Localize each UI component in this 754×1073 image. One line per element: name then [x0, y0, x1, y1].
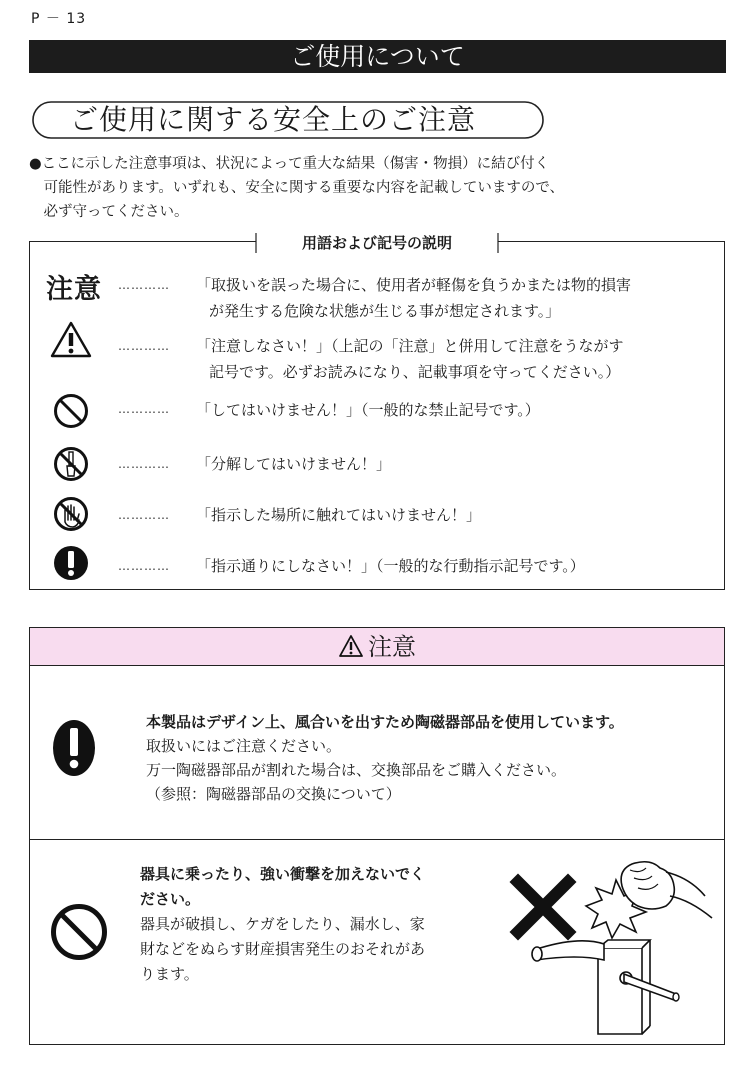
caution-item-lead: 本製品はデザイン上、風合いを出すため陶磁器部品を使用しています。: [146, 713, 624, 731]
term-description: [196, 451, 391, 477]
intro-line: 可能性があります。いずれも、安全に関する重要な内容を記載していますので、: [29, 180, 565, 196]
intro-line: 必ず守ってください。: [29, 204, 189, 220]
cross-mark-icon: [518, 882, 568, 932]
page-banner-title: ご使用について: [29, 40, 726, 73]
caution-item-line: ります。: [140, 965, 199, 983]
term-line: 「指示通りにしなさい！」（一般的な行動指示記号です。）: [196, 557, 585, 575]
intro-text: [29, 152, 719, 224]
caution-item-line: 万一陶磁器部品が割れた場合は、交換部品をご購入ください。: [146, 761, 567, 779]
term-description: [196, 502, 481, 528]
term-line: 「取扱いを誤った場合に、使用者が軽傷を負うかまたは物的損害: [196, 276, 632, 294]
leader-dots: …………: [118, 339, 170, 353]
caution-item-lead: 器具に乗ったり、強い衝撃を加えないでく: [140, 865, 426, 883]
intro-line: ●ここに示した注意事項は、状況によって重大な結果（傷害・物損）に結び付く: [29, 156, 550, 172]
term-description: [196, 397, 540, 423]
caution-header: [30, 628, 724, 666]
caution-item-line: （参照：陶磁器部品の交換について）: [146, 785, 401, 803]
mandatory-action-icon: [52, 718, 96, 778]
caution-item-lead: ださい。: [140, 890, 201, 908]
no-touch-icon: [53, 496, 89, 532]
leader-dots: …………: [118, 402, 170, 416]
warning-triangle-icon: [338, 634, 364, 658]
caution-item-line: 器具が破損し、ケガをしたり、漏水し、家: [140, 915, 425, 933]
prohibition-icon: [53, 393, 89, 429]
leader-dots: …………: [118, 559, 170, 573]
faucet-impact-illustration: [500, 848, 715, 1038]
leader-dots: …………: [118, 457, 170, 471]
mandatory-action-icon: [53, 545, 89, 581]
warning-triangle-icon: [50, 321, 92, 359]
term-line: 「指示した場所に触れてはいけません！」: [196, 506, 482, 524]
section-title: ご使用に関する安全上のご注意: [70, 103, 477, 136]
caution-item-1-text: [146, 710, 624, 806]
term-description: [196, 272, 631, 324]
caution-word-symbol: 注意: [46, 274, 102, 305]
term-line: 「分解してはいけません！」: [196, 455, 392, 473]
term-line: 「注意しなさい！」（上記の「注意」と併用して注意をうながす: [196, 337, 624, 355]
caution-item-2-text: [140, 862, 425, 987]
term-description: [196, 333, 624, 385]
caution-item-line: 財などをぬらす財産損害発生のおそれがあ: [140, 940, 426, 958]
term-line: 記号です。必ずお読みになり、記載事項を守ってください。）: [209, 363, 621, 381]
term-description: [196, 553, 585, 579]
term-line: が発生する危険な状態が生じる事が想定されます。」: [209, 302, 561, 320]
term-line: 「してはいけません！」（一般的な禁止記号です。）: [196, 401, 540, 419]
caution-header-text: 注意: [368, 633, 416, 661]
caution-divider: [30, 839, 724, 840]
leader-dots: …………: [118, 278, 170, 292]
leader-dots: …………: [118, 508, 170, 522]
terms-label: 用語および記号の説明: [258, 232, 496, 254]
no-disassemble-icon: [53, 446, 89, 482]
page-number: P － 13: [31, 11, 87, 27]
prohibition-icon: [50, 903, 108, 961]
caution-item-line: 取扱いにはご注意ください。: [146, 737, 342, 755]
